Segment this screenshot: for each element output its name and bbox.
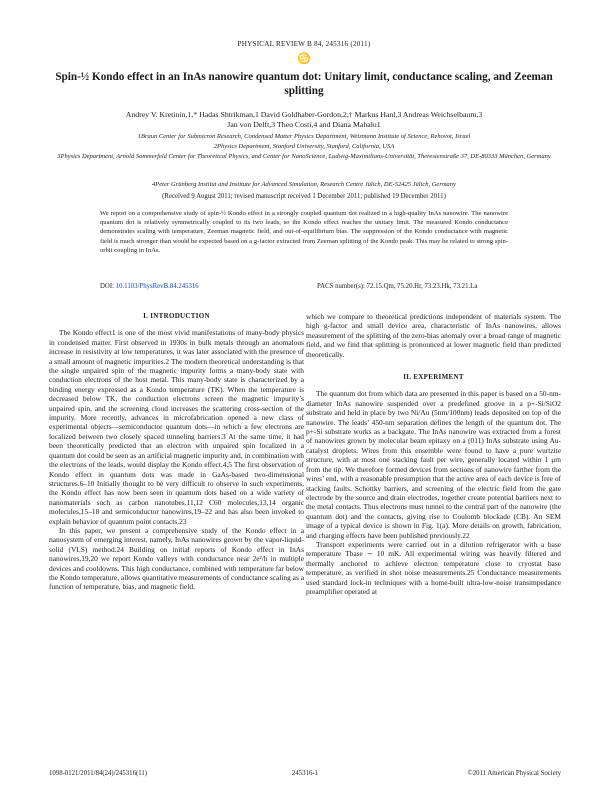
affiliation-4: 4Peter Grünberg Institut and Institute for Advanced Simulation, Research Centre Jülich, DE-52425 Jülich, Germany [152,181,456,188]
doi-label: DOI: [100,283,114,290]
section-spacer [306,359,561,373]
footer-page-number: 245316-1 [291,770,319,777]
pacs-numbers: PACS number(s): 72.15.Qm, 75.20.Hr, 73.23.Hk, 73.21.La [317,283,478,290]
affiliation-3: 3Physics Department, Arnold Sommerfeld Center for Theoretical Physics, and Center for NanoScience, Ludwig-Maximilians-Universität, Theresienstraße 37, DE-80333 München, Germany [57,153,551,160]
section-heading-experiment: II. EXPERIMENT [403,373,464,382]
abstract: We report on a comprehensive study of spin-½ Kondo effect in a strongly coupled quantum dot realized in a high-quality InAs nanowire. The nanowire quantum dot is relatively symmetrically coupled to its two leads, so the Kondo effect reaches the unitary limit. The measured Kondo conductance demonstrates scaling with temperature, Zeeman magnetic field, and out-of-equilibrium bias. The suppression of the Kondo conductance with magnetic field is much stronger than would be expected based on a g-factor extracted from Zeeman splitting of the Kondo peak. This may be related to strong spin-orbit coupling in InAs. [100,210,508,254]
experiment-paragraph-2: Transport experiments were carried out in a dilution refrigerator with a base temperature Tbase ∼ 10 mK. All experimental wiring was heavily filtered and thermally anchored to achieve electron temperature close to cryostat base temperature, as verified in shot noise measurements.25 Conductance measurements used standard lock-in techniques with a home-built ultra-low-noise transimpedance preamplifier operated at [306,539,561,596]
experiment-paragraph-1: The quantum dot from which data are presented in this paper is based on a 50-nm-diameter InAs nanowire suspended over a predefined groove in a p+-Si/SiO2 substrate and held in place by two Ni/Au (5nm/100nm) leads deposited on top of the nanowire. The leads’ 450-nm separation defines the length of the quantum dot. The p+-Si substrate works as a backgate. The InAs nanowire was extracted from a forest of nanowires grown by molecular beam epitaxy on a (011) InAs substrate using Au-catalyst droplets. Wires from this ensemble were found to have a pure wurtzite structure, with at most one stacking fault per wire, generally located within 1 μm from the tip. We therefore formed devices from sections of nanowire farther from the wires’ end, with a reasonable presumption that the active area of each device is free of stacking faults. Schottky barriers, and screening of the electric field from the gate electrode by the source and drain electrodes, together create potential barriers next to the metal contacts. Thus electrons must tunnel to the central part of the nanowire (the quantum dot) and the contacts, giving rise to Coulomb blockade (CB). An SEM image of a typical device is shown in Fig. 1(a). More details on growth, fabrication, and charging effects have been published previously.22 [306,389,561,540]
intro-paragraph-continued: which we compare to theoretical predictions independent of materials system. The high g-factor and small device area, characteristic of InAs nanowires, allows measurement of the splitting of the zero-bias anomaly over a broad range of magnetic field, and we find that splitting is pronounced at lower magnetic field than predicted theoretically. [306,312,561,359]
affiliation-2: 2Physics Department, Stanford University, Stanford, California, USA [213,143,395,150]
left-column [49,312,304,592]
section-heading-introduction: I. INTRODUCTION [143,312,210,320]
doi-line [100,283,508,290]
footer-issn: 1098-0121/2011/84(24)/245316(11) [49,770,148,777]
intro-paragraph-1: The Kondo effect1 is one of the most vivid manifestations of many-body physics in condensed matter. First observed in 1930s in bulk metals through an anomalous increase in resistivity at low temperatures, it was later associated with the presence of a small amount of magnetic impurities.2 The modern theoretical understanding is that the single unpaired spin of the magnetic impurity forms a many-body state with conduction electrons of the host metal. This many-body state is characterized by a binding energy expressed as a Kondo temperature (TK). When the temperature is decreased below TK, the conduction electrons screen the magnetic impurity’s unpaired spin, and the screening cloud increases the scattering cross-section of the impurity. More recently, advances in microfabrication opened a new class of experimental objects—semiconductor quantum dots—in which a few electrons are localized between two closely spaced tunneling barriers.3 At the same time, it had been theoretically predicted that an electron with unpaired spin localized in a quantum dot could be seen as an artificial magnetic impurity and, in combination with the electrons of the leads, would display the Kondo effect.4,5 The first observation of Kondo effect in quantum dots was made in GaAs-based two-dimensional structures.6–10 Initially thought to be very difficult to observe in such experiments, the Kondo effect has now been seen in quantum dots based on a wide variety of nanomaterials such as carbon nanotubes,11,12 C60 molecules,13,14 organic molecules,15–18 and semiconductor nanowires,19–22 and has also been invoked to explain behavior of quantum point contacts.23 [49,328,304,526]
author-line-1: Andrey V. Kretinin,1,* Hadas Shtrikman,1 David Goldhaber-Gordon,2,† Markus Hanl,3 Andreas Weichselbaum,3 [125,110,483,119]
received-dates: (Received 9 August 2011; revised manuscript received 1 December 2011; published 19 December 2011) [162,193,446,200]
journal-header: PHYSICAL REVIEW B 84, 245316 (2011) [237,40,371,48]
doi-link[interactable]: 10.1103/PhysRevB.84.245316 [115,283,199,290]
affiliation-1: 1Braun Center for Submicron Research, Condensed Matter Physics Department, Weizmann Institute of Science, Rehovot, Israel [137,133,471,140]
intro-paragraph-2: In this paper, we present a comprehensive study of the Kondo effect in a nanosystem of emerging interest, namely, InAs nanowires grown by the vapor-liquid-solid (VLS) method.24 Building on initial reports of Kondo effect in InAs nanowires,19,20 we report Kondo valleys with conductance near 2e²/h in multiple devices and cooldowns. This high conductance, combined with temperature far below the Kondo temperature, allows quantitative measurements of conductance scaling as a function of temperature, bias, and magnetic field, [49,525,304,592]
right-column [306,312,561,596]
paper-title: Spin-½ Kondo effect in an InAs nanowire quantum dot: Unitary limit, conductance scaling, and Zeeman splitting [55,71,553,97]
author-list [40,110,568,130]
footer-copyright: ©2011 American Physical Society [467,770,561,777]
author-line-2: Jan von Delft,3 Theo Costi,4 and Diana Mahalu1 [227,120,381,130]
aps-logo-icon: ♋ [297,53,311,65]
